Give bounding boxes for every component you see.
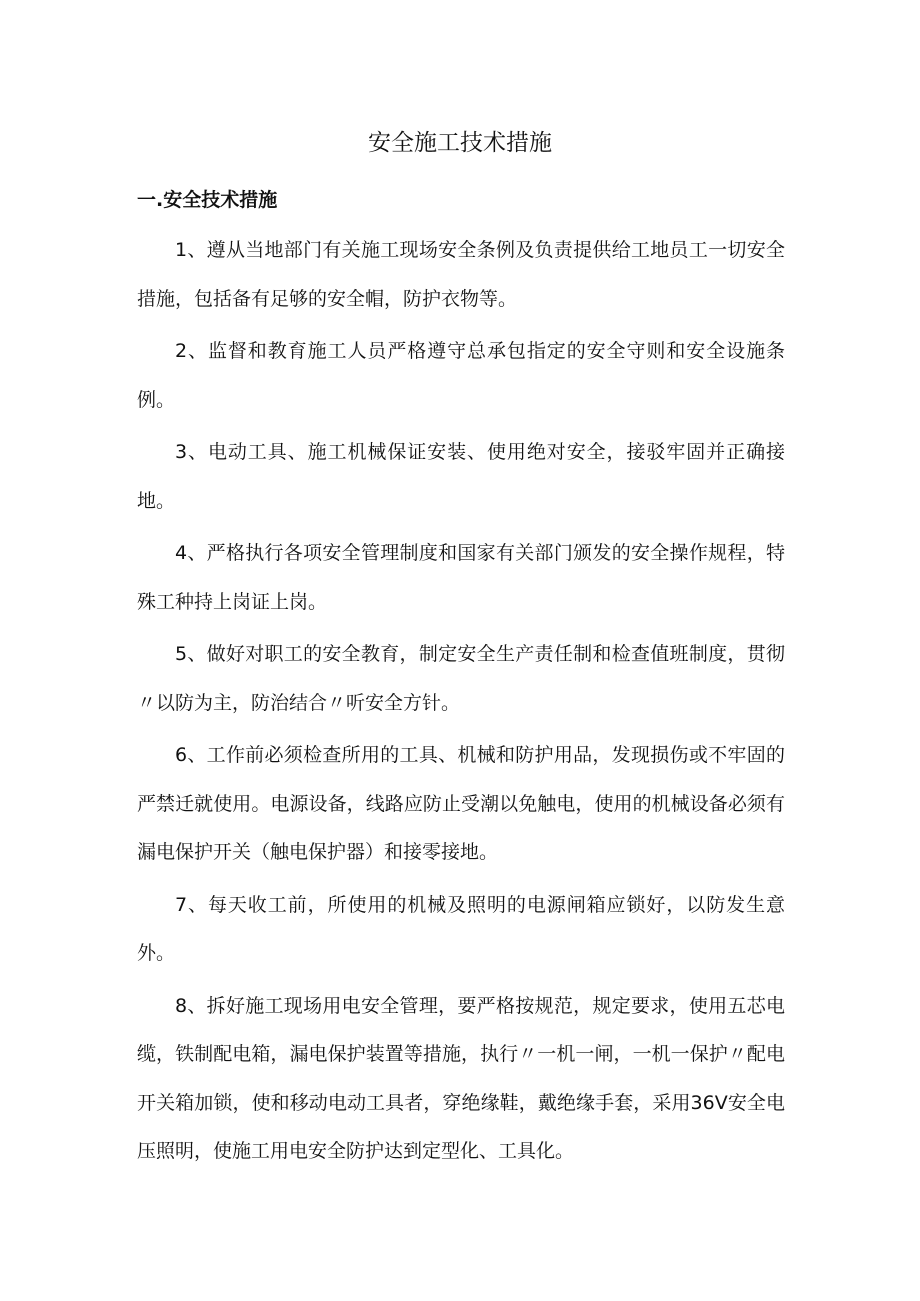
paragraph-6: 6、工作前必须检查所用的工具、机械和防护用品，发现损伤或不牢固的严禁迁就使用。电源设备，线路应防止受潮以免触电，使用的机械设备必须有漏电保护开关（触电保护器）和接零接地。 — [137, 744, 785, 863]
paragraph-1: 1、遵从当地部门有关施工现场安全条例及负责提供给工地员工一切安全措施，包括备有足够的安全帽，防护衣物等。 — [137, 239, 785, 310]
paragraph-4: 4、严格执行各项安全管理制度和国家有关部门颁发的安全操作规程，特殊工种持上岗证上岗。 — [137, 542, 785, 613]
paragraph-5: 5、做好对职工的安全教育，制定安全生产责任制和检查值班制度，贯彻〃以防为主，防治结合〃听安全方针。 — [137, 643, 785, 714]
section-heading: 一.安全技术措施 — [137, 189, 278, 211]
paragraph-3: 3、电动工具、施工机械保证安装、使用绝对安全，接驳牢固并正确接地。 — [137, 441, 785, 512]
paragraph-2: 2、监督和教育施工人员严格遵守总承包指定的安全守则和安全设施条例。 — [137, 340, 785, 411]
paragraph-7: 7、每天收工前，所使用的机械及照明的电源闸箱应锁好，以防发生意外。 — [137, 893, 785, 964]
paragraph-8: 8、拆好施工现场用电安全管理，要严格按规范，规定要求，使用五芯电缆，铁制配电箱，漏电保护装置等措施，执行〃一机一闸，一机一保护〃配电开关箱加锁，使和移动电动工具者，穿绝缘鞋，戴绝缘手套，采用36V安全电压照明，使施工用电安全防护达到定型化、工具化。 — [137, 994, 785, 1162]
document-body — [137, 226, 785, 1180]
document-title: 安全施工技术措施 — [368, 130, 552, 156]
